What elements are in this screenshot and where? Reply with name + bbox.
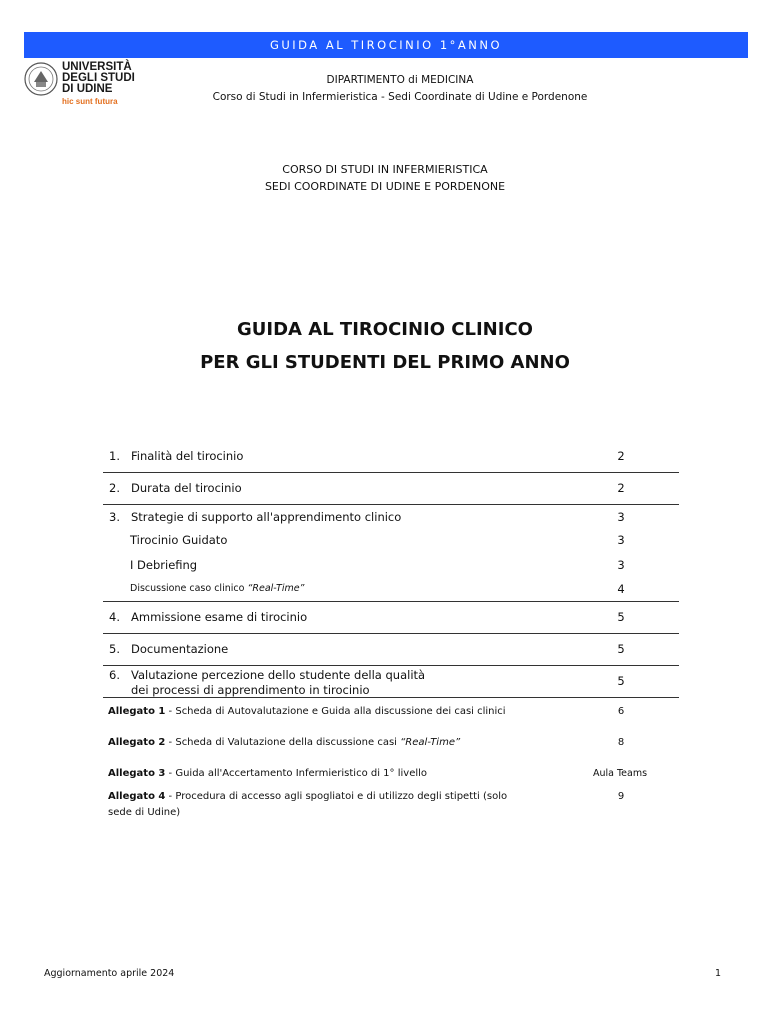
annex-name: Allegato 2 [108,737,166,748]
annex-name: Allegato 4 [108,791,166,802]
toc-label: Tirocinio Guidato [130,533,228,547]
toc-page: 2 [617,481,625,495]
toc-divider [103,633,679,634]
toc-number: 4. [109,610,120,624]
footer-update-date: Aggiornamento aprile 2024 [44,968,175,979]
toc-label-line2: dei processi di apprendimento in tirocinio [131,683,370,697]
toc-label: Discussione caso clinico [130,583,245,594]
toc-label: Ammissione esame di tirocinio [131,610,308,624]
toc-number: 2. [109,481,120,495]
department-course: Corso di Studi in Infermieristica - Sedi Coordinate di Udine e Pordenone [212,91,588,103]
toc-label-line1: Valutazione percezione dello studente della qualità [131,668,426,682]
document-title-line1: GUIDA AL TIROCINIO CLINICO [237,319,533,340]
annex-name: Allegato 1 [108,706,166,717]
toc-label: Durata del tirocinio [131,481,242,495]
toc-label: Documentazione [131,642,229,656]
toc-number: 1. [109,449,120,463]
toc-divider [103,504,679,505]
logo-text-line1: UNIVERSITÀ [62,61,132,73]
annex-text-line2: sede di Udine) [108,807,181,818]
toc-label-italic: “Real-Time” [247,583,305,594]
university-crest-icon [24,62,58,96]
annex-text: - Procedura di accesso agli spogliatoi e di utilizzo degli stipetti (solo [165,791,508,802]
annex-name: Allegato 3 [108,768,166,779]
annex-text-italic: “Real-Time” [400,737,461,748]
annex-text: - Scheda di Valutazione della discussione casi [165,737,401,748]
logo-text-line2: DEGLI STUDI [62,72,135,84]
toc-divider [103,472,679,473]
document-title-line2: PER GLI STUDENTI DEL PRIMO ANNO [200,352,570,373]
toc-page: 4 [617,582,625,596]
toc-divider [103,697,679,698]
toc-label: I Debriefing [130,558,198,572]
toc-page: 6 [617,706,625,717]
toc-page: 5 [617,642,625,656]
course-heading-line1: CORSO DI STUDI IN INFERMIERISTICA [282,163,488,176]
toc-page: 5 [617,674,625,688]
course-heading-line2: SEDI COORDINATE DI UDINE E PORDENONE [264,180,506,193]
toc-number: 5. [109,642,120,656]
department-name: DIPARTIMENTO di MEDICINA [326,74,474,86]
logo-motto: hic sunt futura [62,97,118,106]
toc-divider [103,601,679,602]
toc-page: 3 [617,510,625,524]
toc-label: Finalità del tirocinio [131,449,244,463]
toc-page: 3 [617,533,625,547]
toc-page: 8 [617,737,625,748]
toc-page: 9 [617,791,625,802]
logo-text-line3: DI UDINE [62,83,113,95]
toc-number: 3. [109,510,120,524]
toc-number: 6. [109,668,120,682]
toc-page: 2 [617,449,625,463]
toc-page: Aula Teams [592,768,648,779]
annex-text: - Scheda di Autovalutazione e Guida alla discussione dei casi clinici [165,706,506,717]
toc-page: 3 [617,558,625,572]
toc-divider [103,665,679,666]
annex-text: - Guida all'Accertamento Infermieristico di 1° livello [165,768,428,779]
toc-label: Strategie di supporto all'apprendimento clinico [131,510,402,524]
toc-page: 5 [617,610,625,624]
footer-page-number: 1 [715,968,722,979]
header-banner: GUIDA AL TIROCINIO 1°ANNO [24,32,748,58]
